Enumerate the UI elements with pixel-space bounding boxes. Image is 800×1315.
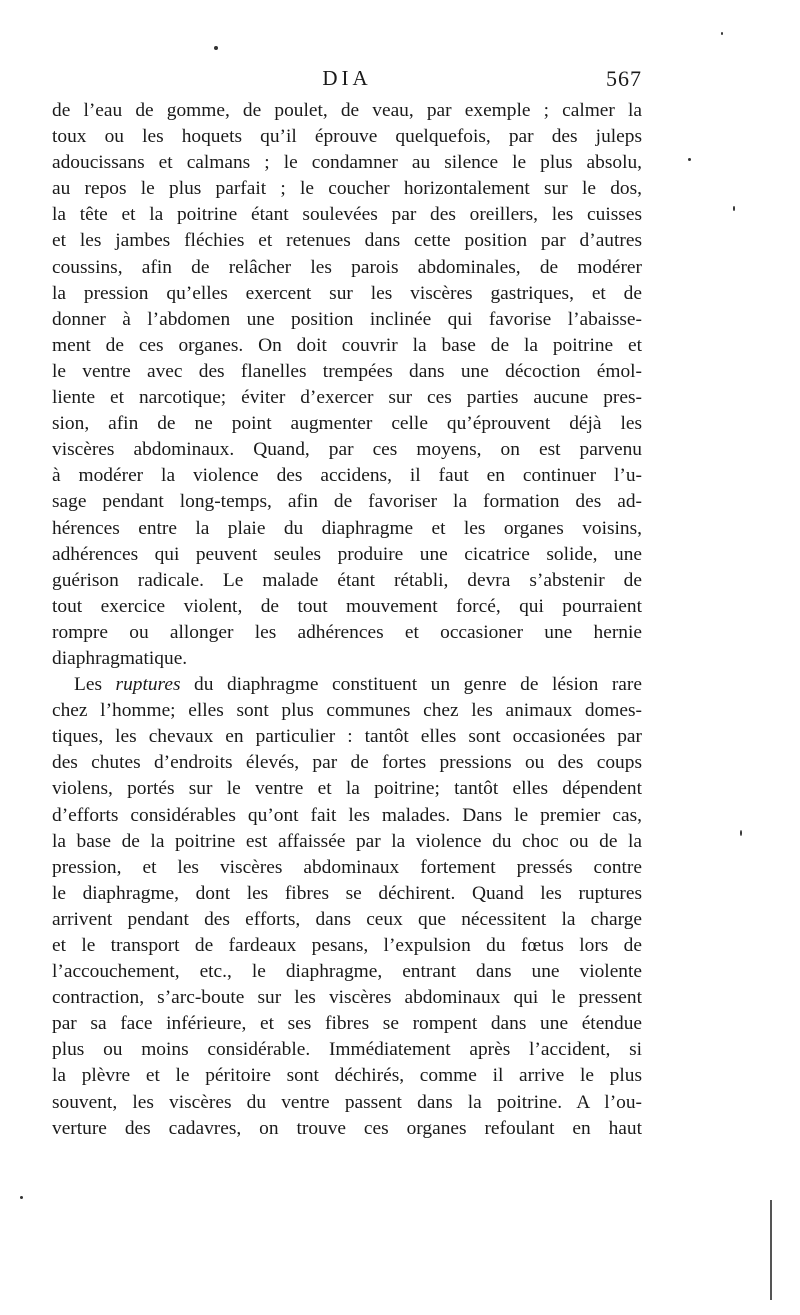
- text-line: donner à l’abdomen une position inclinée qui favorise l’abaisse-: [52, 308, 642, 330]
- lead-word: Les: [74, 674, 116, 696]
- scan-speck: [733, 206, 735, 211]
- paragraph-treatment: [52, 98, 642, 672]
- scan-speck: [721, 32, 723, 35]
- text-line: le diaphragme, dont les fibres se déchirent. Quand les ruptures: [52, 882, 642, 904]
- text-line: la pression qu’elles exercent sur les viscères gastriques, et de: [52, 282, 642, 304]
- text-line: diaphragmatique.: [52, 647, 188, 669]
- running-head: DIA: [322, 66, 372, 90]
- text-line: tout exercice violent, de tout mouvement forcé, qui pourraient: [52, 595, 642, 617]
- text-line: adoucissans et calmans ; le condamner au silence le plus absolu,: [52, 152, 642, 174]
- text-line: ment de ces organes. On doit couvrir la base de la poitrine et: [52, 334, 642, 356]
- scan-speck: [20, 1196, 23, 1199]
- text-line: souvent, les viscères du ventre passent dans la poitrine. A l’ou-: [52, 1091, 642, 1113]
- page-header: [52, 66, 642, 96]
- text-line: guérison radicale. Le malade étant rétabli, devra s’abstenir de: [52, 569, 642, 591]
- text-line: viscères abdominaux. Quand, par ces moyens, on est parvenu: [52, 439, 642, 461]
- scan-speck: [688, 158, 691, 161]
- line-rest: du diaphragme constituent un genre de lésion rare: [180, 674, 642, 696]
- text-line: par sa face inférieure, et ses fibres se rompent dans une étendue: [52, 1013, 642, 1035]
- scan-speck: [740, 830, 742, 836]
- text-line: au repos le plus parfait ; le coucher horizontalement sur le dos,: [52, 178, 642, 200]
- text-line: pression, et les viscères abdominaux fortement pressés contre: [52, 856, 642, 878]
- text-line: plus ou moins considérable. Immédiatement après l’accident, si: [52, 1039, 642, 1061]
- paragraph-ruptures: [52, 672, 642, 1142]
- text-line: rompre ou allonger les adhérences et occasioner une hernie: [52, 621, 642, 643]
- text-line: verture des cadavres, on trouve ces organes refoulant en haut: [52, 1117, 642, 1139]
- text-line: [52, 672, 642, 698]
- body-text: [52, 98, 642, 1142]
- text-line: des chutes d’endroits élevés, par de fortes pressions ou des coups: [52, 752, 642, 774]
- text-line: de l’eau de gomme, de poulet, de veau, par exemple ; calmer la: [52, 100, 642, 121]
- text-line: d’efforts considérables qu’ont fait les malades. Dans le premier cas,: [52, 804, 642, 826]
- scan-speck: [214, 46, 218, 50]
- text-line: tiques, les chevaux en particulier : tantôt elles sont occasionées par: [52, 726, 642, 748]
- text-line: la tête et la poitrine étant soulevées par des oreillers, les cuisses: [52, 204, 642, 226]
- text-line: hérences entre la plaie du diaphragme et les organes voisins,: [52, 517, 642, 539]
- text-line: et le transport de fardeaux pesans, l’expulsion du fœtus lors de: [52, 935, 642, 956]
- text-line: liente et narcotique; éviter d’exercer sur ces parties aucune pres-: [52, 387, 642, 409]
- text-line: à modérer la violence des accidens, il faut en continuer l’u-: [52, 465, 642, 487]
- emphasis-ruptures: ruptures: [115, 674, 181, 696]
- text-line: et les jambes fléchies et retenues dans cette position par d’autres: [52, 230, 642, 252]
- text-line: violens, portés sur le ventre et la poitrine; tantôt elles dépendent: [52, 778, 642, 800]
- text-line: contraction, s’arc-boute sur les viscères abdominaux qui le pressent: [52, 987, 642, 1009]
- scan-edge-line: [770, 1200, 772, 1300]
- text-line: coussins, afin de relâcher les parois abdominales, de modérer: [52, 256, 642, 278]
- page-number: 567: [606, 66, 642, 91]
- text-line: la plèvre et le péritoire sont déchirés, comme il arrive le plus: [52, 1065, 642, 1087]
- text-line: l’accouchement, etc., le diaphragme, entrant dans une violente: [52, 961, 642, 983]
- text-line: arrivent pendant des efforts, dans ceux que nécessitent la charge: [52, 908, 642, 930]
- text-line: la base de la poitrine est affaissée par la violence du choc ou de la: [52, 830, 642, 852]
- text-line: sage pendant long-temps, afin de favoriser la formation des ad-: [52, 491, 642, 513]
- text-line: adhérences qui peuvent seules produire une cicatrice solide, une: [52, 543, 642, 565]
- text-line: toux ou les hoquets qu’il éprouve quelquefois, par des juleps: [52, 126, 642, 148]
- text-line: sion, afin de ne point augmenter celle qu’éprouvent déjà les: [52, 413, 642, 435]
- text-line: chez l’homme; elles sont plus communes chez les animaux domes-: [52, 700, 642, 722]
- text-line: le ventre avec des flanelles trempées dans une décoction émol-: [52, 360, 642, 382]
